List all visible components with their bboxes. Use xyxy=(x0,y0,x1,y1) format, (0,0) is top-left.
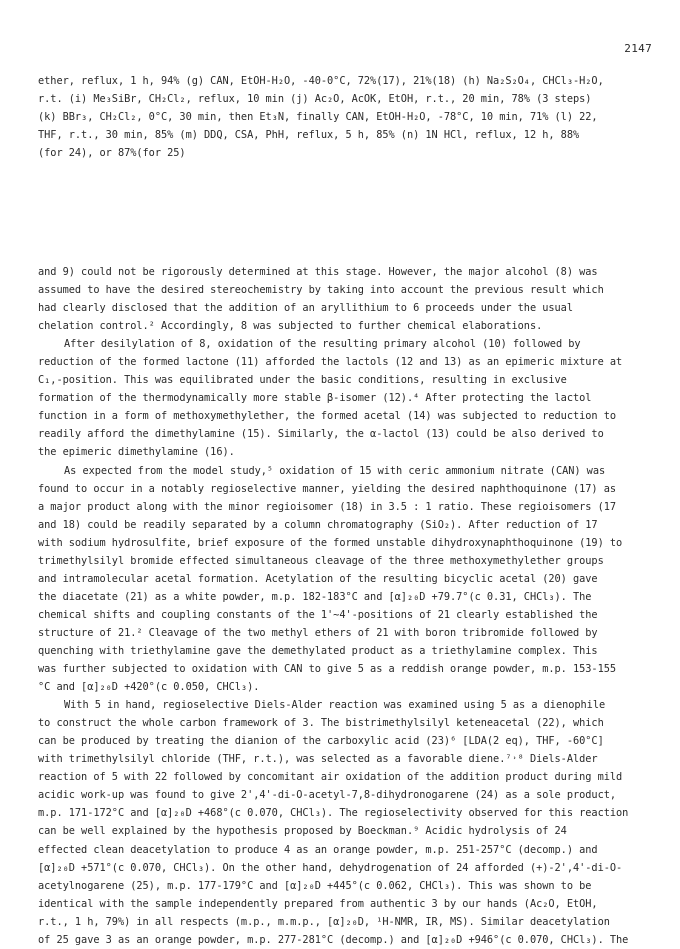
text-line: with trimethylsilyl chloride (THF, r.t.), was selected as a favorable diene.⁷˒⁸ Diels-Alder xyxy=(38,753,598,766)
text-line: C₁,-position. This was equilibrated under the basic conditions, resulting in exclusive xyxy=(38,374,567,387)
text-line: and intramolecular acetal formation. Acetylation of the resulting bicyclic acetal (20) gave xyxy=(38,572,598,585)
text-line: effected clean deacetylation to produce 4 as an orange powder, m.p. 251-257°C (decomp.) and xyxy=(38,843,598,856)
text-line: of 25 gave 3 as an orange powder, m.p. 277-281°C (decomp.) and [α]₂₀D +946°(c 0.070, CHCl₃). The xyxy=(38,933,629,946)
text-line: reduction of the formed lactone (11) afforded the lactols (12 and 13) as an epimeric mixture at xyxy=(38,356,623,369)
text-line: r.t., 1 h, 79%) in all respects (m.p., m.m.p., [α]₂₀D, ¹H-NMR, IR, MS). Similar deacetylation xyxy=(38,915,610,928)
text-line: acidic work-up was found to give 2',4'-di-O-acetyl-7,8-dihydronogarene (24) as a sole product, xyxy=(38,789,617,802)
text-line: structure of 21.² Cleavage of the two methyl ethers of 21 with boron tribromide followed by xyxy=(38,626,598,639)
page-number: 2147 xyxy=(624,42,652,55)
text-line: the diacetate (21) as a white powder, m.p. 182-183°C and [α]₂₀D +79.7°(c 0.31, CHCl₃). The xyxy=(38,590,592,603)
body-text xyxy=(38,263,648,949)
text-line: function in a form of methoxymethylether, the formed acetal (14) was subjected to reduction to xyxy=(38,410,617,423)
text-line: chemical shifts and coupling constants of the 1'~4'-positions of 21 clearly established the xyxy=(38,608,598,621)
footnote-line: r.t. (i) Me₃SiBr, CH₂Cl₂, reflux, 10 min (j) Ac₂O, AcOK, EtOH, r.t., 20 min, 78% (3 steps) xyxy=(38,93,592,106)
footnote-line: ether, reflux, 1 h, 94% (g) CAN, EtOH-H₂O, -40-0°C, 72%(17), 21%(18) (h) Na₂S₂O₄, CHCl₃-H₂O, xyxy=(38,75,604,87)
text-line: readily afford the dimethylamine (15). Similarly, the α-lactol (13) could be also derived to xyxy=(38,428,604,441)
text-line: with sodium hydrosulfite, brief exposure of the formed unstable dihydroxynaphthoquinone (19) to xyxy=(38,536,623,549)
paragraph-first-line: As expected from the model study,⁵ oxidation of 15 with ceric ammonium nitrate (CAN) was xyxy=(64,464,606,477)
text-line: quenching with triethylamine gave the demethylated product as a triethylamine complex. This xyxy=(38,644,598,657)
text-line: found to occur in a notably regioselective manner, yielding the desired naphthoquinone (17) as xyxy=(38,482,617,495)
text-line: trimethylsilyl bromide effected simultaneous cleavage of the three methoxymethylether groups xyxy=(38,554,604,567)
text-line: identical with the sample independently prepared from authentic 3 by our hands (Ac₂O, EtOH, xyxy=(38,897,598,910)
text-line: °C and [α]₂₀D +420°(c 0.050, CHCl₃). xyxy=(38,681,260,694)
paragraph-first-line: With 5 in hand, regioselective Diels-Alder reaction was examined using 5 as a dienophile xyxy=(64,699,606,712)
text-line: the epimeric dimethylamine (16). xyxy=(38,446,235,459)
footnote-line: THF, r.t., 30 min, 85% (m) DDQ, CSA, PhH, reflux, 5 h, 85% (n) 1N HCl, reflux, 12 h, 88% xyxy=(38,129,580,142)
text-line: a major product along with the minor regioisomer (18) in 3.5 : 1 ratio. These regioisomers (17 xyxy=(38,500,617,513)
text-line: acetylnogarene (25), m.p. 177-179°C and [α]₂₀D +445°(c 0.062, CHCl₃). This was shown to be xyxy=(38,879,592,892)
text-line: can be well explained by the hypothesis proposed by Boeckman.⁹ Acidic hydrolysis of 24 xyxy=(38,825,567,838)
text-line: assumed to have the desired stereochemistry by taking into account the previous result which xyxy=(38,284,604,297)
text-line: [α]₂₀D +571°(c 0.070, CHCl₃). On the other hand, dehydrogenation of 24 afforded (+)-2',4'-di-O- xyxy=(38,861,623,874)
text-line: and 9) could not be rigorously determined at this stage. However, the major alcohol (8) was xyxy=(38,266,598,278)
text-line: and 18) could be readily separated by a column chromatography (SiO₂). After reduction of 17 xyxy=(38,518,598,531)
text-line: was further subjected to oxidation with CAN to give 5 as a reddish orange powder, m.p. 153-155 xyxy=(38,663,617,676)
text-line: formation of the thermodynamically more stable β-isomer (12).⁴ After protecting the lactol xyxy=(38,392,592,405)
text-line: reaction of 5 with 22 followed by concomitant air oxidation of the addition product during mild xyxy=(38,771,623,784)
paragraph-first-line: After desilylation of 8, oxidation of the resulting primary alcohol (10) followed by xyxy=(64,338,581,351)
text-line: can be produced by treating the dianion of the carboxylic acid (23)⁶ [LDA(2 eq), THF, -60°C] xyxy=(38,735,604,748)
footnote-line: (for 24), or 87%(for 25) xyxy=(38,147,186,160)
text-line: had clearly disclosed that the addition of an aryllithium to 6 proceeds under the usual xyxy=(38,302,573,315)
text-line: chelation control.² Accordingly, 8 was subjected to further chemical elaborations. xyxy=(38,320,543,333)
text-line: m.p. 171-172°C and [α]₂₀D +468°(c 0.070, CHCl₃). The regioselectivity observed for this reaction xyxy=(38,807,629,820)
footnote-line: (k) BBr₃, CH₂Cl₂, 0°C, 30 min, then Et₃N, finally CAN, EtOH-H₂O, -78°C, 10 min, 71% (l) 22, xyxy=(38,111,598,124)
text-line: to construct the whole carbon framework of 3. The bistrimethylsilyl keteneacetal (22), which xyxy=(38,717,604,730)
scheme-footnote-conditions xyxy=(38,72,648,162)
